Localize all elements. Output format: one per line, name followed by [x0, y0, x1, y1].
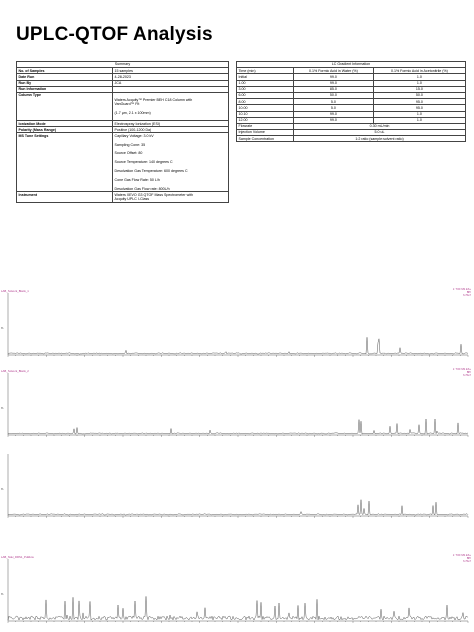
lc-extra-value: 0.30 mL/min	[294, 123, 466, 129]
chromatogram-percent: %	[1, 488, 4, 491]
chromatogram-1	[0, 287, 474, 365]
lc-extra-label: Injection Volume	[237, 130, 294, 136]
chromatogram-line	[8, 419, 468, 434]
lc-col-time: Time (min)	[237, 68, 294, 74]
summary-label: Date Run	[17, 74, 113, 80]
chromatogram-line	[8, 596, 468, 620]
chromatogram-percent: %	[1, 407, 4, 410]
lc-cell: Initial	[237, 74, 294, 80]
lc-cell: 99.0	[294, 111, 374, 117]
lc-cell: 10.00	[237, 105, 294, 111]
lc-cell: 15.0	[373, 86, 465, 92]
page-title: UPLC-QTOF Analysis	[16, 24, 213, 45]
lc-cell: 1.00	[237, 80, 294, 86]
summary-label: Ionization Mode	[17, 121, 113, 127]
summary-value: Waters Acquity™ Premier BEH C18 Column with VanGuard™ FIt (1.7 µm, 2.1 x 100mm)	[113, 92, 229, 120]
lc-cell: 1.0	[373, 111, 465, 117]
summary-row	[17, 192, 229, 203]
summary-value: Positive (100-1200 Da)	[113, 127, 229, 133]
chromatogram-label: LAB_NoH_DRS1_Pulldow	[1, 555, 34, 559]
lc-cell: 10.10	[237, 111, 294, 117]
summary-value: Capillary Voltage: 3.0 kV Sampling Cone: 35 Source Offset: 80 Source Temperature: 140 degrees C Desolvation Gas Temperature: 600 degrees C Cone Gas Flow Rate: 50 L/h Desolvation Gas Flow rate: 800L/h	[113, 133, 229, 192]
lc-cell: 99.0	[294, 80, 374, 86]
lc-cell: 95.0	[373, 99, 465, 105]
lc-extra-value: 5.0 uL	[294, 130, 466, 136]
lc-col-acetonitrile: 0.1% Formic Acid in Acetonitrile (%)	[373, 68, 465, 74]
chromatogram-3	[0, 448, 474, 526]
summary-label: Run By	[17, 80, 113, 86]
chromatogram-percent: %	[1, 327, 4, 330]
chromatogram-label: LAB_Solvent_Blank_2	[1, 369, 29, 373]
chromatogram-info: 1: TOF MS ES+ BPI 6.76e7	[452, 554, 471, 564]
lc-cell: 1.0	[373, 117, 465, 123]
chromatogram-trace	[0, 553, 474, 631]
summary-label: No. of Samples	[17, 68, 113, 74]
chromatogram-axis	[8, 559, 468, 621]
chromatogram-trace	[0, 367, 474, 445]
lc-cell: 5.0	[294, 105, 374, 111]
chromatogram-line	[8, 337, 468, 354]
lc-cell: 12.00	[237, 117, 294, 123]
lc-cell: 50.0	[294, 92, 374, 98]
summary-value: Electrospray Ionization (ESI)	[113, 121, 229, 127]
chromatogram-info: 1: TOF MS ES+ BPI 6.76e7	[452, 288, 471, 298]
chromatogram-info: 1: TOF MS ES+ BPI 6.76e7	[452, 368, 471, 378]
summary-table	[16, 61, 229, 203]
chromatogram-line	[8, 500, 468, 515]
summary-row	[17, 92, 229, 120]
lc-gradient-table	[236, 61, 466, 142]
summary-label: Polarity (Mass Range)	[17, 127, 113, 133]
lc-cell: 99.0	[294, 117, 374, 123]
chromatogram-percent: %	[1, 593, 4, 596]
summary-label: Instrument	[17, 192, 113, 203]
summary-row	[17, 133, 229, 192]
lc-cell: 5.0	[294, 99, 374, 105]
summary-label: Run Information	[17, 86, 113, 92]
lc-cell: 1.0	[373, 80, 465, 86]
summary-value: Waters XEVO G3 QTOF Mass Spectrometer with Acquity UPLC I-Class	[113, 192, 229, 203]
lc-col-water: 0.1% Formic Acid in Water (%)	[294, 68, 374, 74]
lc-extra-label: Flowrate	[237, 123, 294, 129]
chromatogram-axis	[8, 373, 468, 435]
lc-cell: 95.0	[373, 105, 465, 111]
lc-cell: 99.0	[294, 74, 374, 80]
summary-label: MS Tune Settings	[17, 133, 113, 192]
summary-label: Column Type	[17, 92, 113, 120]
lc-cell: 50.0	[373, 92, 465, 98]
lc-cell: 8.00	[237, 99, 294, 105]
summary-value: 15 samples	[113, 68, 229, 74]
lc-extra-row	[237, 136, 466, 142]
chromatogram-4	[0, 553, 474, 631]
lc-header: LC Gradient Information	[237, 62, 466, 68]
chromatogram-2	[0, 367, 474, 445]
summary-value: JCA	[113, 80, 229, 86]
lc-extra-label: Sample Concentration	[237, 136, 294, 142]
lc-cell: 1.0	[373, 74, 465, 80]
chromatogram-axis	[8, 454, 468, 516]
chromatogram-trace	[0, 448, 474, 526]
lc-cell: 3.00	[237, 86, 294, 92]
summary-header: Summary	[17, 62, 229, 68]
chromatogram-axis	[8, 293, 468, 355]
lc-cell: 6.00	[237, 92, 294, 98]
chromatogram-label: LAB_Solvent_Blank_1	[1, 289, 29, 293]
summary-value: 4-28-2023	[113, 74, 229, 80]
lc-extra-value: 1:2 ratio (sample:solvent ratio)	[294, 136, 466, 142]
lc-cell: 85.0	[294, 86, 374, 92]
chromatogram-trace	[0, 287, 474, 365]
